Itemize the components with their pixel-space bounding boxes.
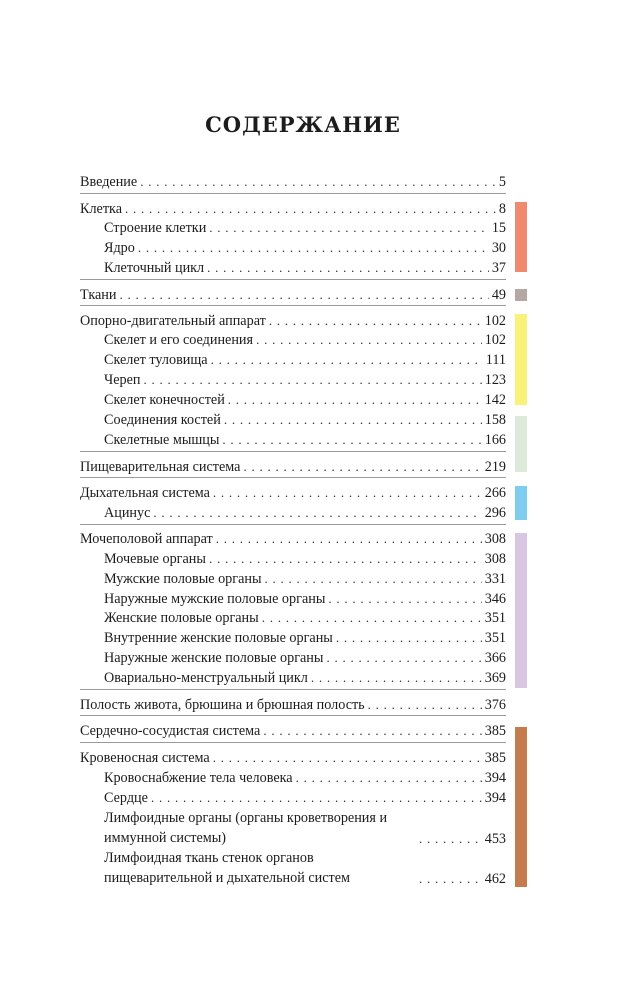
toc-entry — [104, 808, 506, 848]
toc-entry — [104, 239, 506, 257]
toc-page-number: 158 — [484, 412, 506, 428]
toc-page-number: 15 — [491, 220, 506, 236]
toc-entry-title: Сердце — [104, 790, 148, 806]
toc-leader-dots — [222, 431, 481, 449]
toc-leader-dots — [269, 312, 482, 330]
toc-leader-dots — [213, 749, 482, 767]
toc-leader-dots — [419, 870, 482, 888]
toc-page-number: 111 — [485, 352, 506, 368]
toc-entry-title: Клетка — [80, 201, 123, 217]
page-title: СОДЕРЖАНИЕ — [205, 112, 401, 137]
toc-entry — [80, 749, 506, 767]
toc-leader-dots — [216, 530, 482, 548]
toc-leader-dots — [336, 629, 482, 647]
toc-entry-title: Ткани — [80, 287, 117, 303]
toc-page-number: 394 — [484, 790, 506, 806]
section-divider — [80, 742, 506, 743]
section-color-bar-musculoskeletal-muscles — [515, 416, 527, 472]
section-divider — [80, 524, 506, 525]
toc-page-number: 369 — [484, 670, 506, 686]
toc-entry — [80, 722, 506, 740]
toc-page-number: 102 — [484, 332, 506, 348]
toc-page-number: 102 — [484, 313, 506, 329]
toc-page-number: 5 — [498, 174, 506, 190]
toc-leader-dots — [224, 411, 482, 429]
toc-page-number: 308 — [484, 531, 506, 547]
toc-entry — [80, 530, 506, 548]
toc-leader-dots — [125, 200, 496, 218]
toc-entry-title: Наружные мужские половые органы — [104, 591, 326, 607]
toc-entry-title: Введение — [80, 174, 138, 190]
toc-leader-dots — [144, 371, 482, 389]
toc-entry-title: Скелет туловища — [104, 352, 208, 368]
section-color-bar-cell — [515, 202, 527, 272]
toc-page-number: 219 — [484, 459, 506, 475]
toc-page-number: 385 — [484, 723, 506, 739]
toc-entry-title: Мочевые органы — [104, 551, 206, 567]
toc-page-number: 331 — [484, 571, 506, 587]
toc-leader-dots — [326, 649, 481, 667]
toc-entry-title: Женские половые органы — [104, 610, 259, 626]
toc-entry-title: Наружные женские половые органы — [104, 650, 324, 666]
toc-entry — [104, 331, 506, 349]
toc-page-number: 30 — [491, 240, 506, 256]
toc-page-number: 123 — [484, 372, 506, 388]
toc-entry — [104, 411, 506, 429]
toc-entry — [80, 286, 506, 304]
toc-entry-title: Клеточный цикл — [104, 260, 205, 276]
toc-page-number: 142 — [484, 392, 506, 408]
section-color-bar-respiratory — [515, 486, 527, 520]
toc-page-number: 166 — [484, 432, 506, 448]
toc-entry-title: Опорно-двигательный аппарат — [80, 313, 266, 329]
toc-entry — [104, 391, 506, 409]
toc-page-number: 385 — [484, 750, 506, 766]
section-divider — [80, 477, 506, 478]
toc-leader-dots — [213, 484, 482, 502]
toc-entry-title: Скелетные мышцы — [104, 432, 220, 448]
toc-page-number: 308 — [484, 551, 506, 567]
toc-entry — [104, 431, 506, 449]
toc-entry-title: Лимфоидная ткань стенок органов пищеварительной и дыхательной систем — [104, 850, 351, 886]
toc-leader-dots — [211, 351, 483, 369]
toc-entry — [80, 312, 506, 330]
section-color-bar-tissues — [515, 289, 527, 301]
toc-leader-dots — [228, 391, 482, 409]
toc-entry — [104, 609, 506, 627]
toc-entry-title: Скелет и его соединения — [104, 332, 254, 348]
toc-leader-dots — [263, 722, 481, 740]
section-divider — [80, 305, 506, 306]
toc-page-number: 376 — [484, 697, 506, 713]
toc-entry — [104, 789, 506, 807]
toc-entry — [80, 696, 506, 714]
toc-entry-title: Сердечно-сосудистая система — [80, 723, 261, 739]
toc-entry-title: Ядро — [104, 240, 135, 256]
toc-entry-title: Мужские половые органы — [104, 571, 262, 587]
toc-entry — [104, 219, 506, 237]
toc-page-number: 266 — [484, 485, 506, 501]
section-divider — [80, 715, 506, 716]
toc-entry-title: Овариально-менструальный цикл — [104, 670, 308, 686]
toc-entry — [104, 669, 506, 687]
toc-leader-dots — [311, 669, 482, 687]
toc-leader-dots — [368, 696, 482, 714]
toc-entry-title: Соединения костей — [104, 412, 221, 428]
toc-leader-dots — [256, 331, 482, 349]
toc-leader-dots — [140, 173, 496, 191]
section-color-bar-urogenital — [515, 533, 527, 688]
section-divider — [80, 193, 506, 194]
toc-entry-title: Мочеполовой аппарат — [80, 531, 213, 547]
toc-entry-title: Ацинус — [104, 505, 151, 521]
toc-page-number: 296 — [484, 505, 506, 521]
toc-entry — [104, 769, 506, 787]
toc-entry — [104, 848, 506, 888]
toc-entry — [104, 550, 506, 568]
toc-entry — [80, 458, 506, 476]
toc-entry-title: Скелет конечностей — [104, 392, 225, 408]
toc-leader-dots — [243, 458, 481, 476]
toc-leader-dots — [328, 590, 481, 608]
toc-page-number: 394 — [484, 770, 506, 786]
toc-entry-title: Кровоснабжение тела человека — [104, 770, 293, 786]
toc-leader-dots — [296, 769, 482, 787]
toc-entry-title: Внутренние женские половые органы — [104, 630, 333, 646]
toc-entry-title: Кровеносная система — [80, 750, 210, 766]
toc-leader-dots — [419, 830, 482, 848]
toc-leader-dots — [265, 570, 482, 588]
toc-leader-dots — [153, 504, 481, 522]
toc-page-number: 351 — [484, 610, 506, 626]
toc-entry-title: Лимфоидные органы (органы кроветворения и иммунной системы) — [104, 810, 388, 846]
section-color-bar-musculoskeletal — [515, 314, 527, 405]
toc-entry — [104, 570, 506, 588]
section-divider — [80, 689, 506, 690]
toc-page-number: 453 — [484, 831, 506, 847]
toc-leader-dots — [209, 550, 482, 568]
toc-entry — [104, 371, 506, 389]
toc-entry — [104, 590, 506, 608]
toc-leader-dots — [207, 259, 489, 277]
section-color-bar-circulatory — [515, 727, 527, 887]
toc-page-number: 462 — [484, 871, 506, 887]
toc-page-number: 346 — [484, 591, 506, 607]
toc-entry — [80, 200, 506, 218]
toc-entry-title: Пищеварительная система — [80, 459, 241, 475]
toc-entry-title: Полость живота, брюшина и брюшная полость — [80, 697, 365, 713]
toc-entry — [104, 504, 506, 522]
toc-entry — [80, 173, 506, 191]
toc-entry-title: Череп — [104, 372, 141, 388]
toc-leader-dots — [119, 286, 488, 304]
toc-entry-title: Строение клетки — [104, 220, 207, 236]
toc-entry-title: Дыхательная система — [80, 485, 210, 501]
toc-leader-dots — [209, 219, 489, 237]
toc-entry — [80, 484, 506, 502]
toc-page-number: 49 — [491, 287, 506, 303]
toc-leader-dots — [138, 239, 489, 257]
toc-page-number: 8 — [498, 201, 506, 217]
toc-entry — [104, 351, 506, 369]
section-divider — [80, 279, 506, 280]
toc-entry — [104, 629, 506, 647]
toc-page-number: 366 — [484, 650, 506, 666]
toc-page-number: 351 — [484, 630, 506, 646]
section-divider — [80, 451, 506, 452]
toc-leader-dots — [151, 789, 482, 807]
toc-leader-dots — [262, 609, 482, 627]
toc-entry — [104, 649, 506, 667]
toc-entry — [104, 259, 506, 277]
toc-page-number: 37 — [491, 260, 506, 276]
